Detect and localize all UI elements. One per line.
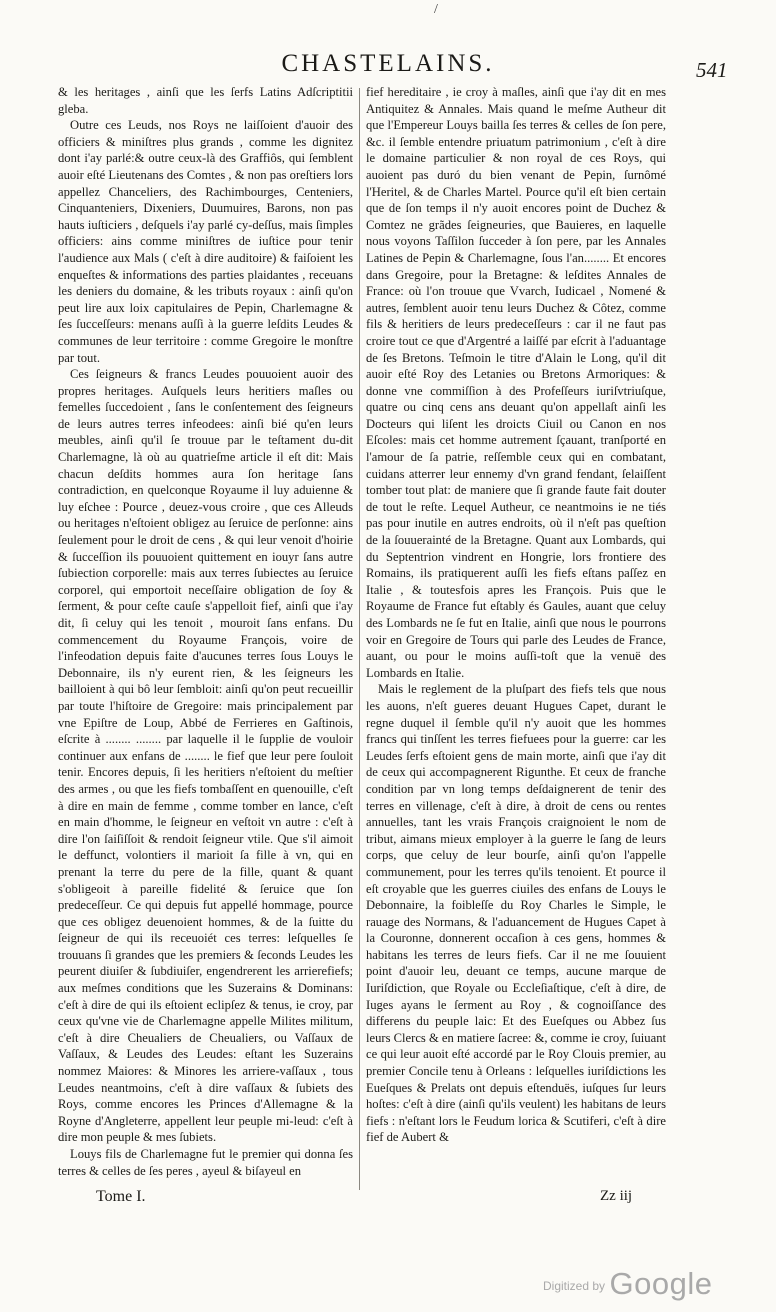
left-paragraph-3: Ces ſeigneurs & francs Leudes pouuoient auoir des propres heritages. Auſquels leurs heritiers maſles ou femelles ſuccedoient , ſans le conſentement des ſeigneurs de leurs autres terres infeodees: ainſi bié qu'en leurs meubles, ainſi qu'il ſe trouue par le teſtament du-dit Charlemagne, là où au quatrieſme article il eſt dit: Mais chacun deſdits hommes aura ſon heritage ſans contradiction, en quelconque Royaume il luy aduienne & luy eſchee : Pource , deuez-vous croire , que ces Alleuds ou heritages n'eſtoient obligez au ſeruice de perſonne: ains ſeulement pour le droit de cens , & qui leur venoit d'hoirie & ſucceſſion ils pouuoient quittement en iouyr ſans autre ſubiection corporelle: mais aux terres ſubiectes au ſeruice corporel, qui emportoit neceſſaire obligation de ſoy & ſerment, & pour ceſte cauſe s'appelloit fief, ainſi que i'ay dit, ſi celuy qui les tenoit , mouroit ſans enfans. Du commencement du Royaume François, voire de l'infeodation depuis faite d'aucunes terres ſous Louys le Debonnaire, ils n'y eurent rien, & les ſeigneurs les bailloient à qui bô leur ſembloit: ainſi qu'on peut recueillir par toute l'hiſtoire de Gregoire: mais principalement par vne Epiſtre de Loup, Abbé de Ferrieres en Gaſtinois, eſcrite à ........ ........ par laquelle il le ſupplie de vouloir continuer aux enfans de ........ le fief que leur pere ſouloit tenir. Encores depuis, ſi les heritiers n'eſtoient du meſtier des armes , ou que les fiefs tombaſſent en quenouille, c'eſt à dire en main de femme , comme tomber en lance, c'eſt en main d'homme, le ſeigneur en veſtoit vn autre : c'eſt à dire l'on ſaiſiſſoit & rendoit ſeigneur vtile. Que s'il aimoit le deffunct, volontiers il marioit ſa fille à vn, qui en prenant la terre du pere de la fille, quant & quant s'obligeoit à pareille fidelité & ſeruice que ſon predeceſſeur. Ce qui depuis fut appellé hommage, pource que ces obligez deuenoient hommes, & de la ſuitte du ſeigneur de qui ils receuoiét ces terres: leſquelles ſe trouuans ſi grandes que les premiers & ſeconds Leudes les peurent diuiſer & ſubdiuiſer, engendrerent les arrierefiefs; aux meſmes conditions que les Suzerains & Dominans: c'eſt à dire de qui ils eſtoient eclipſez & tenus, ie croy, par ceux qu'vne vie de Charlemagne appelle Milites militum, c'eſt à dire Cheualiers de Cheualiers, ou Vaſſaux de Vaſſaux, & Leudes des Leudes: eſtant les Suzerains nommez Maiores: & Minores les arriere-vaſſaux , tous Leudes neantmoins, c'eſt à dire vaſſaux & ſubiets des Roys, comme encores les Princes d'Allemagne & la Royne d'Angleterre, appellent leur peuple mi-leud: c'eſt à dire mon peuple & mes ſubiets. — [58, 367, 353, 1145]
google-logo-text: Google — [609, 1266, 713, 1301]
column-divider — [359, 88, 360, 1190]
left-paragraph-4: Louys fils de Charlemagne fut le premier qui donna ſes terres & celles de ſes peres , ayeul & biſayeul en — [58, 1147, 353, 1178]
page-number: 541 — [696, 58, 728, 82]
google-watermark — [543, 1266, 712, 1302]
left-paragraph-2: Outre ces Leuds, nos Roys ne laiſſoient d'auoir des officiers & miniſtres plus grands , comme les dignitez dont i'ay parlé:& outre ceux-là des Graffiôs, qui ſemblent auoir eſté Lieutenans des Comtes , & non pas oreſtiers lors appellez Chanceliers, des Rachimbourges, Centeniers, Cinquanteniers, Dixeniers, Duumuires, Barons, non pas hauts iuſticiers , deſquels i'ay parlé cy-deſſus, mais ſimples officiers: ains comme miniſtres de iuſtice pour tenir l'audience aux Mals ( c'eſt à dire auditoire) & faiſoient les enqueſtes & informations des parties plaidantes , receuans les deniers du domaine, & les tributs royaux : ainſi qu'on peut lire aux loix capitulaires de Pepin, Charlemagne & ſes ſucceſſeurs: menans auſſi à la guerre leſdits Leudes & communes de leur territoire : comme Gregoire le monſtre par tout. — [58, 118, 353, 365]
watermark-prefix: Digitized by — [543, 1279, 606, 1293]
right-paragraph-2: Mais le reglement de la pluſpart des fiefs tels que nous les auons, n'eſt gueres deuant Hugues Capet, durant le regne duquel il ſemble qu'il n'y auoit que les hommes francs qui tinſſent les terres fiefuees pour la guerre: car les Leudes ſerfs eſtoient gens de main morte, ainſi que i'ay dit de ceux qui accompagnerent Rigunthe. Et ceux de franche condition par vn long temps deſdaignerent de tenir des terres en villenage, c'eſt à dire, à droit de cens ou rentes annuelles, tant les vrais François craignoient le nom de tribut, aimans mieux employer à la guerre le ſang de leurs corps, que celuy de leur bourſe, ainſi qu'on l'appelle communement, pour les terres qu'ils tenoient. Et pource il eſt croyable que les guerres ciuiles des enfans de Louys le Debonnaire, la foibleſſe du Roy Charles le Simple, le rauage des Normans, & l'aduancement de Hugues Capet à la Couronne, donnerent occaſion à ces gens, hommes & habitans les terres de leurs fiefs. Car il ne me ſouuient point d'auoir leu, deuant ce temps, aucune marque de Iuriſdiction, que Royale ou Eccleſiaſtique, c'eſt à dire, de Iuges ayans le ſerment au Roy , & cognoiſſance des differens du peuple laic: Et des Eueſques ou Abbez ſus leurs Clercs & en matiere ſacree: &, comme ie croy, ſuiuant ce qui leur auoit eſté accordé par le Roy Clouis premier, au premier Concile tenu à Orleans : leſquelles iuriſdictions les Eueſques & Prelats ont depuis eſtenduës, iuſques ſur leurs hoſtes: c'eſt à dire (ainſi qu'ils veulent) les habitans de leurs fiefs : n'eſtant lors le Feudum lorica & Scutiferi, c'eſt à dire fief de Aubert & — [366, 682, 666, 1145]
header-mark: / — [434, 2, 438, 17]
signature-mark: Zz iij — [600, 1188, 633, 1204]
running-head: CHASTELAINS. — [281, 50, 495, 77]
volume-label: Tome I. — [96, 1188, 146, 1205]
left-column — [58, 84, 353, 1179]
right-column — [366, 84, 666, 1146]
left-paragraph-1: & les heritages , ainſi que les ſerfs Latins Adſcriptitii gleba. — [58, 85, 353, 116]
right-paragraph-1: fief hereditaire , ie croy à maſles, ainſi que i'ay dit en mes Antiquitez & Annales. Mais quand le meſme Autheur dit que l'Empereur Louys bailla ſes terres & celles de ſon pere, &c. il ſemble entendre priuatum patrimonium , c'eſt à dire le domaine particulier & non royal de ces Roys, qui auoient pas duró du bien venant de Pepin, ſurnômé l'Heritel, & de Charles Martel. Pource qu'il eſt bien certain que de ſon temps il n'y auoit encores point de Duchez & Comtez ne grãdes ſeigneuries, que Bauieres, en laquelle nous voyons Taſſilon ſucceder à ſon pere, par les Annales Latines de Pepin & Charlemagne, ſous l'an........ Et encores dans Gregoire, pour la Bretagne: & leſdites Annales de France: où l'on trouue que Vvarch, Iudicael , Nomené & autres, ſemblent auoir tenu leurs Duchez & Côtez, comme fils & heritiers de leurs predeceſſeurs : car il ne faut pas croire tout ce que d'Argentré a laiſſé par eſcrit à l'aduantage de ſes Bretons. Teſmoin le titre d'Alain le Long, qu'il dit auoir eſté Roy des Letanies ou Bretons Armoriques: & donne vne commiſſion à des Profeſſeurs iuriſvtriuſque, quatre ou cinq cens ans deuant qu'on appellaſt ainſi les Docteurs qui liſent les droicts Ciuil ou Canon en nos Eſcoles: mais cet homme autrement ſçauant, tranſporté en l'amour de ſa patrie, reſſemble ceux qui en combatant, cuidans atterrer leur ennemy d'vn grand fendant, ſelaiſſent tomber tout plat: de maniere que ſi grande faute fait douter de tout le reſte. Lequel Autheur, ce neantmoins ie ne tiés pas pour inutile en autres endroits, où il n'eſt pas queſtion de la ſouuerainté de la Bretagne. Quant aux Lombards, qui du Septentrion vindrent en Hongrie, lors frontiere des Romains, ils pratiquerent auſſi les fiefs eſtans paſſez en Italie , & toutesfois apres les François. Puis que le Royaume de France fut eſtably és Gaules, auant que celuy des Lombards ne ſe fut en Italie, ainſi que nous le pourrons voir en Gregoire de Tours qui parle des Leudes de France, auant, ou pour le moins auſſi-toſt que la venuë des Lombards en Italie. — [366, 85, 666, 680]
